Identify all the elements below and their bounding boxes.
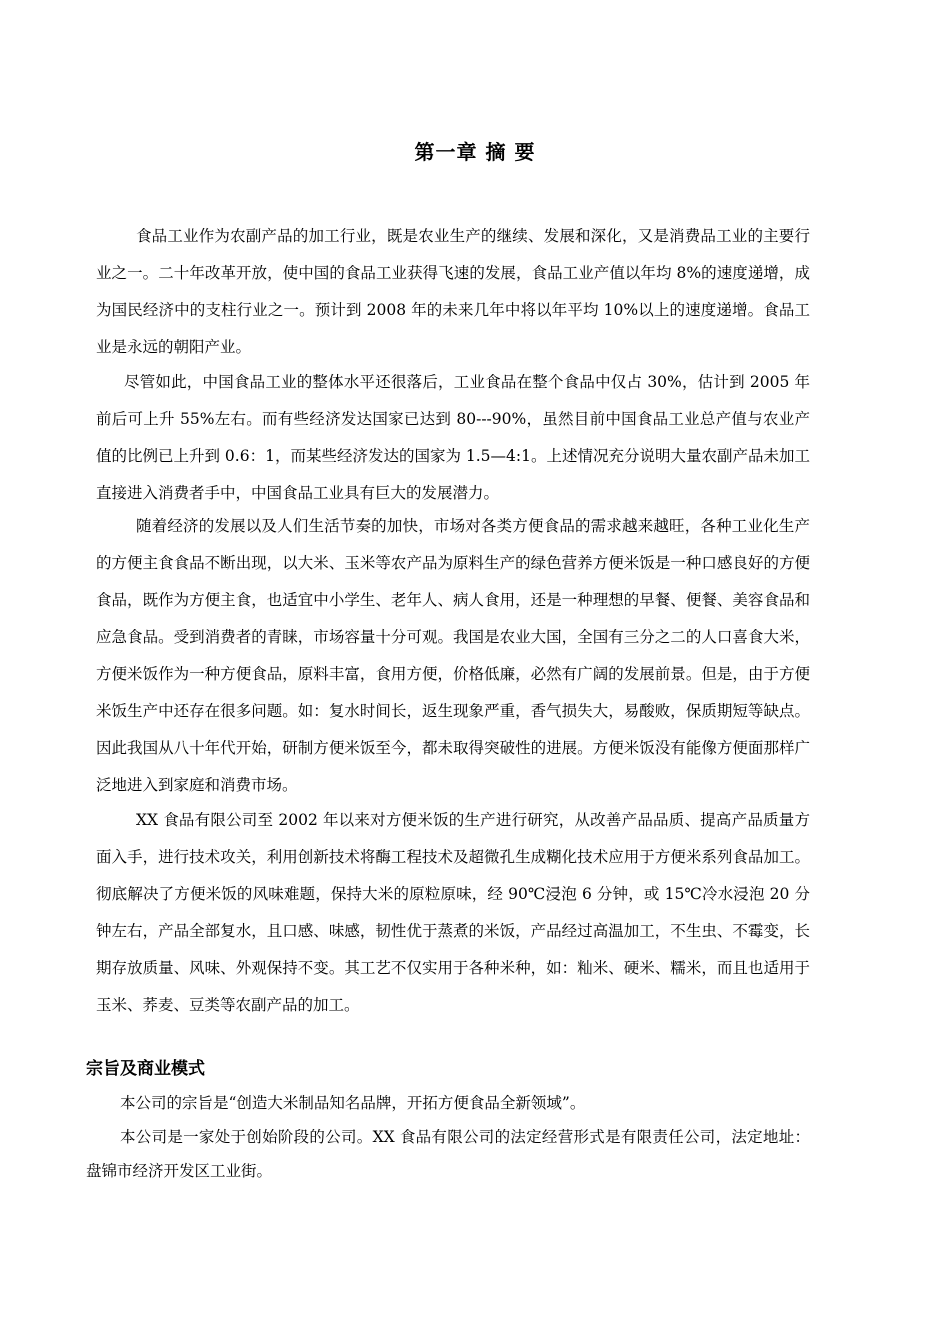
summary-paragraph: 食品工业作为农副产品的加工行业，既是农业生产的继续、发展和深化，又是消费品工业的主要行业之一。二十年改革开放，使中国的食品工业获得飞速的发展，食品工业产值以年均 8%的速度递增，成为国民经济中的支柱行业之一。预计到 2008 年的未来几年中将以年平均 10%以上的速度递增。食品工业是永远的朝阳产业。 [96, 227, 810, 356]
summary-paragraph-2-block [96, 364, 810, 512]
summary-paragraph: 随着经济的发展以及人们生活节奏的加快，市场对各类方便食品的需求越来越旺，各种工业化生产的方便主食食品不断出现，以大米、玉米等农产品为原料生产的绿色营养方便米饭是一种口感良好的方便食品，既作为方便主食，也适宜中小学生、老年人、病人食用，还是一种理想的早餐、便餐、美容食品和应急食品。受到消费者的青睐，市场容量十分可观。我国是农业大国，全国有三分之二的人口喜食大米，方便米饭作为一种方便食品，原料丰富，食用方便，价格低廉，必然有广阔的发展前景。但是，由于方便米饭生产中还存在很多问题。如：复水时间长，返生现象严重，香气损失大，易酸败，保质期短等缺点。因此我国从八十年代开始，研制方便米饭至今，都未取得突破性的进展。方便米饭没有能像方便面那样广泛地进入到家庭和消费市场。 [96, 517, 810, 794]
summary-paragraph-3-block [96, 508, 810, 804]
summary-paragraph: XX 食品有限公司至 2002 年以来对方便米饭的生产进行研究，从改善产品品质、提高产品质量方面入手，进行技术攻关，利用创新技术将酶工程技术及超微孔生成糊化技术应用于方便米系列食品加工。彻底解决了方便米饭的风味难题，保持大米的原粒原味，经 90℃浸泡 6 分钟，或 15℃冷水浸泡 20 分钟左右，产品全部复水，且口感、味感，韧性优于蒸煮的米饭，产品经过高温加工，不生虫、不霉变，长期存放质量、风味、外观保持不变。其工艺不仅实用于各种米种，如：籼米、硬米、糯米，而且也适用于玉米、荞麦、豆类等农副产品的加工。 [96, 811, 810, 1014]
section-heading-mission: 宗旨及商业模式 [86, 1059, 205, 1079]
summary-paragraph-4-block [96, 802, 810, 1024]
mission-paragraph: 本公司是一家处于创始阶段的公司。XX 食品有限公司的法定经营形式是有限责任公司，法定地址：盘锦市经济开发区工业街。 [86, 1128, 810, 1180]
summary-paragraph: 尽管如此，中国食品工业的整体水平还很落后，工业食品在整个食品中仅占 30%，估计到 2005 年前后可上升 55%左右。而有些经济发达国家已达到 80---90%，虽然目前中国食品工业总产值与农业产值的比例已上升到 0.6：1，而某些经济发达的国家为 1.5—4:1。上述情况充分说明大量农副产品未加工直接进入消费者手中，中国食品工业具有巨大的发展潜力。 [96, 373, 810, 502]
chapter-title: 第一章 摘 要 [414, 140, 536, 164]
summary-paragraph-1-block [96, 218, 810, 366]
mission-section-body [86, 1086, 810, 1188]
mission-paragraph: 本公司的宗旨是“创造大米制品知名品牌，开拓方便食品全新领域”。 [120, 1094, 586, 1112]
